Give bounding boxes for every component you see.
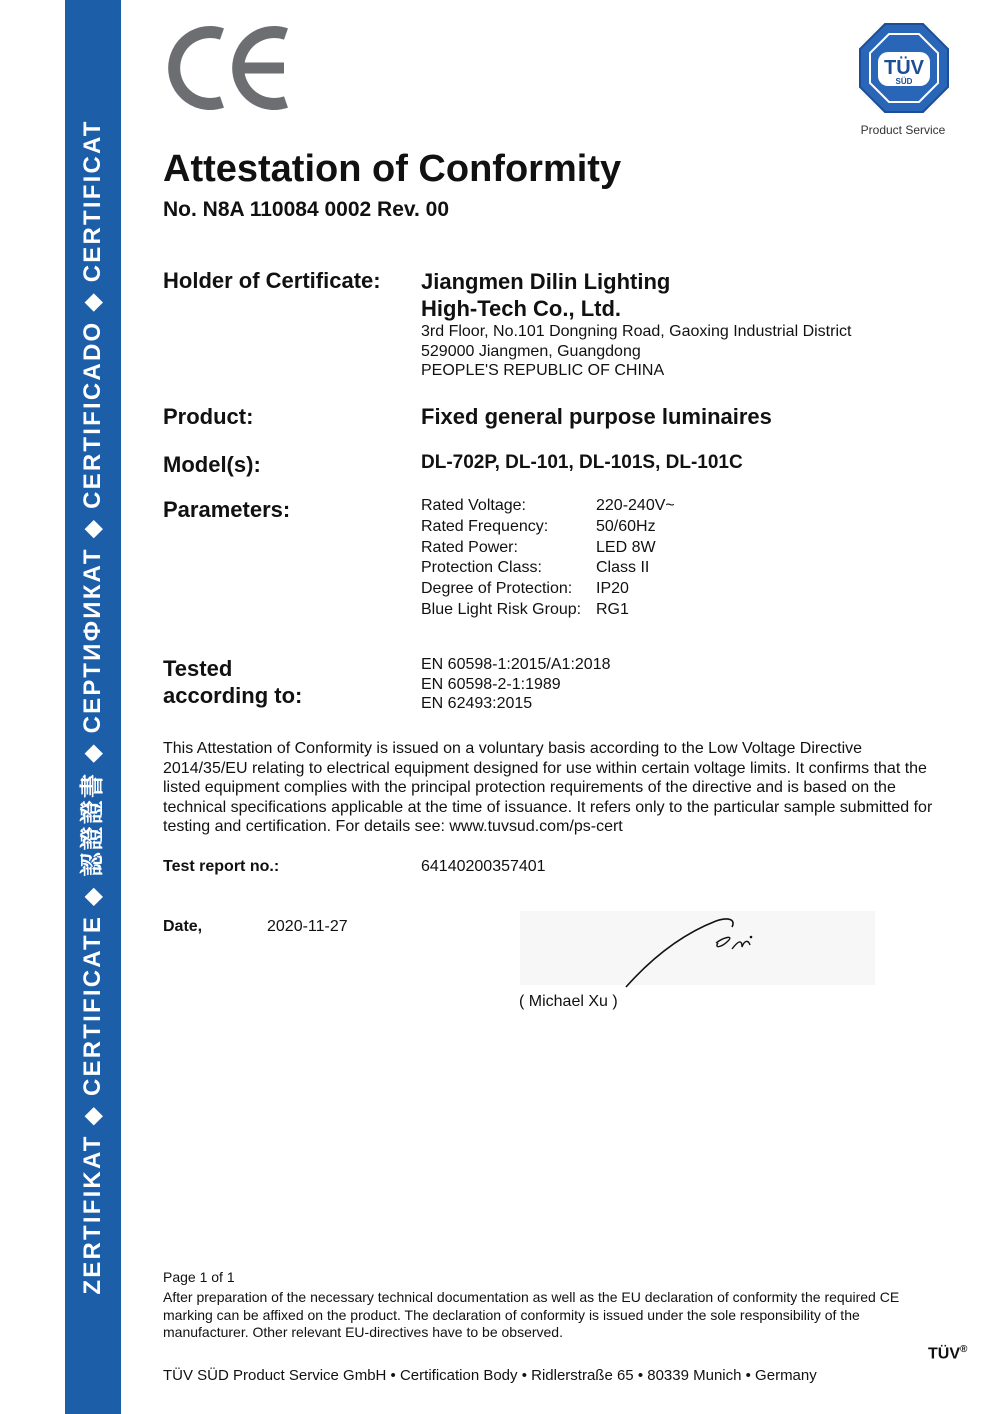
footer-tuv-mark	[928, 1344, 967, 1363]
parameter-key: Degree of Protection:	[421, 580, 573, 598]
holder-label: Holder of Certificate:	[163, 268, 381, 293]
signature-image	[520, 905, 880, 995]
tested-label-line2: according to:	[163, 683, 303, 708]
sidebar-text: ZERTIFIKAT ◆ CERTIFICATE ◆ 認證證書 ◆ СЕРТИФИКАТ ◆ CERTIFICADO ◆ CERTIFICAT	[79, 119, 106, 1295]
product-value: Fixed general purpose luminaires	[421, 404, 772, 429]
parameter-value: LED 8W	[596, 538, 656, 556]
parameter-key: Protection Class:	[421, 559, 542, 577]
parameter-value: 50/60Hz	[596, 517, 656, 535]
conformity-statement: This Attestation of Conformity is issued on a voluntary basis according to the Low Voltage Directive 2014/35/EU relating to electrical equipment designed for use within certain voltage limits. It confirms that the listed equipment complies with the principal protection requirements of the directive and is based on the technical specifications applicable at the time of issuance. It refers only to the particular sample submitted for testing and certification. For details see: www.tuvsud.com/ps-cert	[163, 740, 933, 835]
parameter-key: Blue Light Risk Group:	[421, 600, 582, 618]
parameter-value: IP20	[596, 580, 629, 598]
svg-text:TÜV: TÜV	[884, 57, 924, 79]
tuv-sud-logo	[858, 22, 950, 114]
date-value: 2020-11-27	[267, 918, 348, 935]
parameters-list	[421, 496, 675, 621]
date-label: Date,	[163, 918, 203, 935]
parameter-row	[421, 600, 675, 621]
holder-name-line1: Jiangmen Dilin Lighting	[421, 269, 671, 294]
parameter-value: Class II	[596, 559, 650, 577]
holder-address-line1: 3rd Floor, No.101 Dongning Road, Gaoxing Industrial District	[421, 323, 852, 340]
footer-tuv-text: TÜV	[928, 1345, 960, 1363]
parameter-row	[421, 558, 675, 579]
product-label: Product:	[163, 404, 254, 429]
parameters-label: Parameters:	[163, 497, 291, 522]
footer-address: TÜV SÜD Product Service GmbH • Certification Body • Ridlerstraße 65 • 80339 Munich • Germany	[163, 1367, 817, 1384]
test-report-label: Test report no.:	[163, 858, 280, 875]
registered-mark: ®	[960, 1344, 968, 1355]
parameter-key: Rated Frequency:	[421, 517, 549, 535]
tested-label-line1: Tested	[163, 656, 233, 681]
parameter-row	[421, 538, 675, 559]
page-title: Attestation of Conformity	[163, 148, 622, 190]
parameter-key: Rated Voltage:	[421, 497, 526, 514]
tuv-caption: Product Service	[860, 123, 946, 137]
certificate-number: No. N8A 110084 0002 Rev. 00	[163, 198, 450, 221]
standard-item: EN 60598-1:2015/A1:2018	[421, 656, 611, 673]
svg-text:SÜD: SÜD	[895, 77, 913, 86]
test-report-number: 64140200357401	[421, 858, 546, 875]
parameter-row	[421, 579, 675, 600]
signer-name: ( Michael Xu )	[519, 993, 618, 1010]
parameter-value: 220-240V~	[596, 497, 675, 514]
parameter-key: Rated Power:	[421, 538, 518, 556]
standard-item: EN 60598-2-1:1989	[421, 675, 561, 693]
models-label: Model(s):	[163, 452, 261, 477]
parameter-row	[421, 517, 675, 538]
ce-mark-logo	[160, 22, 290, 114]
models-value: DL-702P, DL-101, DL-101S, DL-101C	[421, 452, 743, 473]
holder-address-line2: 529000 Jiangmen, Guangdong	[421, 343, 641, 360]
footer-note: After preparation of the necessary technical documentation as well as the EU declaration of conformity the required CE marking can be affixed on the product. The declaration of conformity is issued under the sole responsibility of the manufacturer. Other relevant EU-directives have to be observed.	[163, 1289, 900, 1340]
standard-item: EN 62493:2015	[421, 695, 533, 712]
parameter-row	[421, 496, 675, 517]
parameter-value: RG1	[596, 600, 629, 618]
holder-name-line2: High-Tech Co., Ltd.	[421, 296, 622, 321]
page-number: Page 1 of 1	[163, 1269, 235, 1285]
standards-list	[421, 655, 610, 714]
holder-address-line3: PEOPLE'S REPUBLIC OF CHINA	[421, 362, 665, 379]
